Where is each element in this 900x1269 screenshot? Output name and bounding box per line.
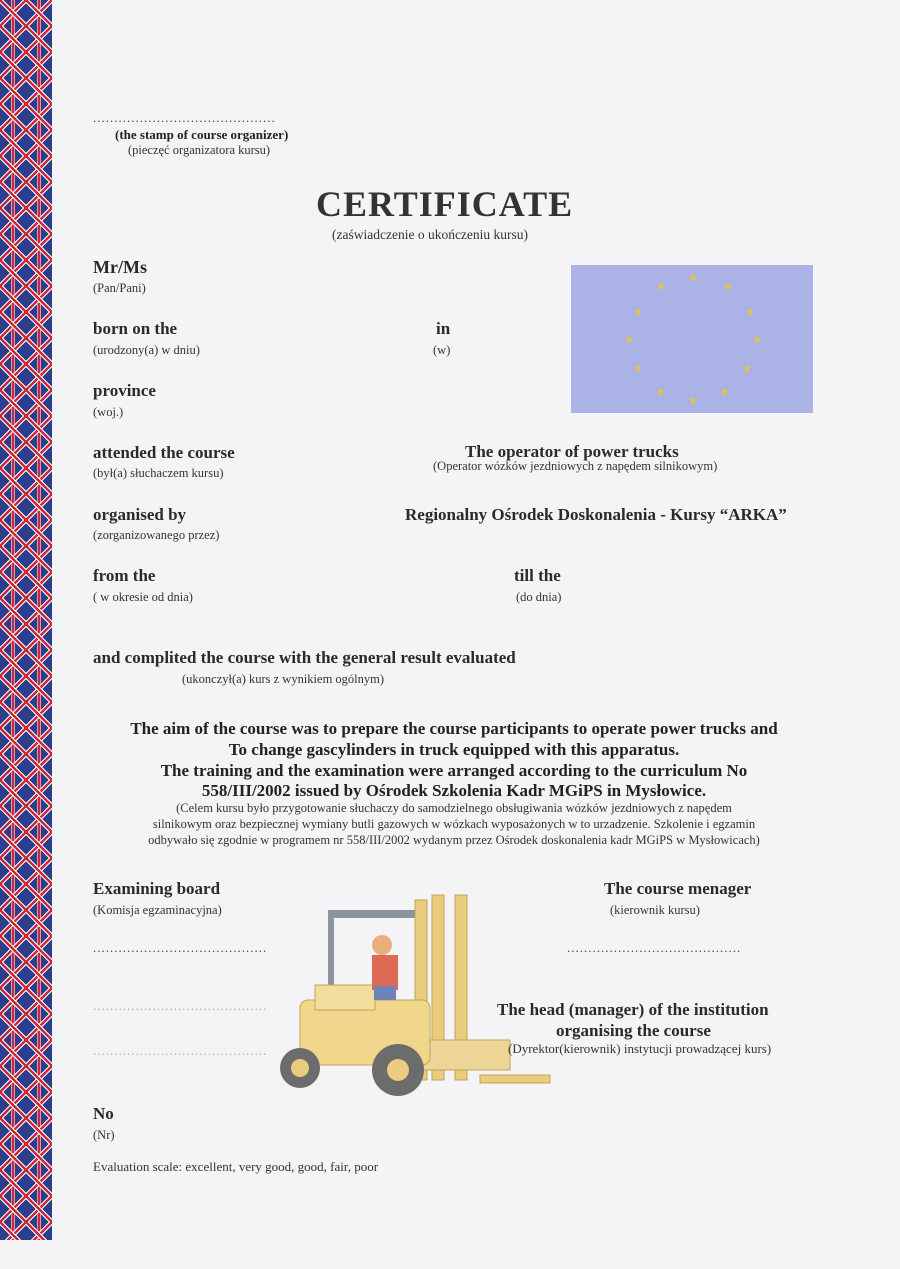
completed-label: and complited the course with the general result evaluated [93,648,516,667]
province-sublabel: (woj.) [93,405,124,419]
aim-line-1: The aim of the course was to prepare the course participants to operate power trucks and [130,719,778,738]
mrms-sublabel: (Pan/Pani) [93,281,146,295]
aim-line-3: The training and the examination were arranged according to the curriculum No [160,761,748,780]
aim-line-2: To change gascylinders in truck equipped with this apparatus. [228,740,680,759]
head-line-2: organising the course [556,1021,711,1040]
head-sublabel: (Dyrektor(kierownik) instytucji prowadzącej kurs) [508,1041,772,1056]
course-name-sublabel: (Operator wózków jezdniowych z napędem silnikowym) [433,459,718,473]
aim-paragraph [60,718,848,848]
number-label: No [93,1104,114,1123]
attended-label: attended the course [93,443,235,462]
manager-dots: ......................................... [567,940,742,955]
born-label: born on the [93,319,178,338]
completed-sublabel: (ukonczył(a) kurs z wynikiem ogólnym) [182,672,385,686]
manager-label: The course menager [604,879,752,898]
in-sublabel: (w) [433,343,451,357]
born-sublabel: (urodzony(a) w dniu) [93,343,200,357]
board-dots-3: ......................................... [93,1043,268,1058]
course-name: The operator of power trucks [465,442,679,461]
board-dots-1: ......................................... [93,940,268,955]
stamp-sublabel: (pieczęć organizatora kursu) [128,143,271,157]
till-sublabel: (do dnia) [516,590,562,604]
from-label: from the [93,566,156,585]
from-sublabel: ( w okresie od dnia) [93,590,193,604]
organiser-name: Regionalny Ośrodek Doskonalenia - Kursy “ARKA” [405,505,787,524]
certificate-subtitle: (zaświadczenie o ukończeniu kursu) [332,227,529,242]
province-label: province [93,381,156,400]
aim-pl-3: odbywało się zgodnie w programem nr 558/III/2002 wydanym przez Ośrodek doskonalenia kadr MGiPS w Mysłowicach) [148,833,760,847]
union-jack-border [0,0,52,1240]
mrms-label: Mr/Ms [93,257,147,277]
attended-sublabel: (był(a) słuchaczem kursu) [93,466,224,480]
organised-sublabel: (zorganizowanego przez) [93,528,220,542]
board-sublabel: (Komisja egzaminacyjna) [93,903,222,917]
evaluation-scale: Evaluation scale: excellent, very good, good, fair, poor [93,1159,379,1174]
aim-pl-2: silnikowym oraz bezpiecznej wymiany butli gazowych w wózkach wyposażonych w to urzadzenie. Szkolenie i egzamin [152,817,756,831]
in-label: in [436,319,451,338]
number-sublabel: (Nr) [93,1128,115,1142]
board-dots-2: ......................................... [93,998,268,1013]
head-line-1: The head (manager) of the institution [497,1000,769,1019]
stamp-dots: ........................................... [93,110,276,125]
stamp-label: (the stamp of course organizer) [115,127,289,142]
manager-sublabel: (kierownik kursu) [610,903,700,917]
board-label: Examining board [93,879,221,898]
aim-line-4: 558/III/2002 issued by Ośrodek Szkolenia Kadr MGiPS in Mysłowice. [201,781,707,800]
till-label: till the [514,566,561,585]
aim-pl-1: (Celem kursu było przygotowanie słuchaczy do samodzielnego obsługiwania wózków jezdniowych z napędem [176,801,732,815]
organised-label: organised by [93,505,187,524]
eu-flag: ★ ★ ★ ★ ★ ★ ★ ★ ★ ★ ★ ★ [571,265,813,413]
certificate-title: CERTIFICATE [316,184,574,224]
